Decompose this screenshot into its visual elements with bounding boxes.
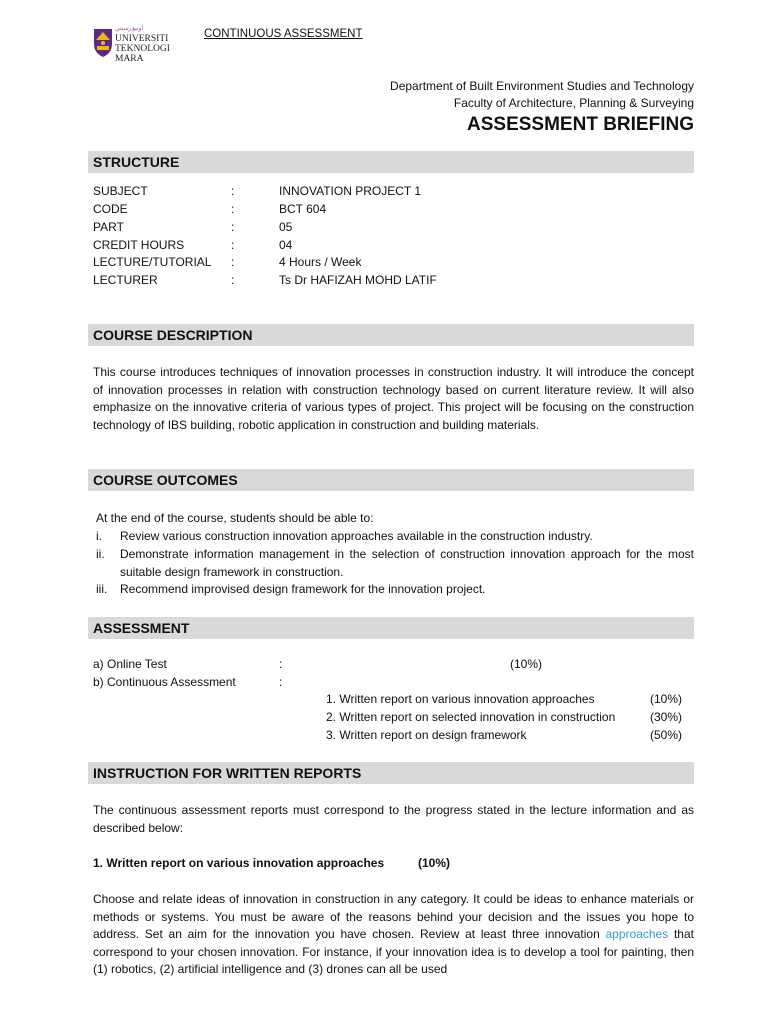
- logo-line-1: UNIVERSITI: [115, 34, 169, 44]
- continuous-assessment-title: CONTINUOUS ASSESSMENT: [204, 28, 363, 40]
- structure-sep: :: [231, 220, 235, 234]
- online-test-sep: :: [279, 657, 283, 671]
- report-1-body-part2: that correspond to your chosen innovation. For instance, if your innovation idea is to develop a tool for painting, then (1) robotics, (2) artificial intelligence and (3) drones can all be used: [93, 927, 694, 977]
- structure-key: SUBJECT: [93, 184, 148, 198]
- logo-line-3: MARA: [115, 54, 144, 64]
- outcome-number: i.: [96, 529, 102, 543]
- structure-key: CREDIT HOURS: [93, 238, 185, 252]
- online-test-percent: (10%): [510, 657, 543, 671]
- structure-sep: :: [231, 202, 235, 216]
- assessment-heading: ASSESSMENT: [88, 617, 694, 639]
- report-item-1: 1. Written report on various innovation approaches: [326, 692, 595, 706]
- structure-sep: :: [231, 238, 235, 252]
- structure-heading: STRUCTURE: [88, 151, 694, 173]
- report-1-percent: (10%): [418, 856, 451, 870]
- instruction-heading: INSTRUCTION FOR WRITTEN REPORTS: [88, 762, 694, 784]
- approaches-link[interactable]: approaches: [605, 927, 669, 942]
- outcome-text: Review various construction innovation approaches available in the construction industry.: [120, 529, 593, 543]
- logo-name: [115, 34, 170, 64]
- report-item-1-percent: (10%): [650, 692, 683, 706]
- online-test-label: a) Online Test: [93, 657, 167, 671]
- logo-arabic-text: اونيۏرسيتي: [115, 26, 144, 32]
- structure-value: INNOVATION PROJECT 1: [279, 184, 422, 198]
- page-title: ASSESSMENT BRIEFING: [467, 114, 694, 135]
- logo-line-2: TEKNOLOGI: [115, 44, 170, 54]
- structure-key: LECTURE/TUTORIAL: [93, 255, 212, 269]
- faculty-name: Faculty of Architecture, Planning & Surveying: [453, 96, 694, 110]
- report-item-3-percent: (50%): [650, 728, 683, 742]
- structure-key: LECTURER: [93, 273, 158, 287]
- report-item-2-percent: (30%): [650, 710, 683, 724]
- outcomes-intro: At the end of the course, students should be able to:: [96, 511, 374, 525]
- outcome-text: Demonstrate information management in the selection of construction innovation approach for the most suitable design framework in construction.: [120, 547, 694, 579]
- structure-value: BCT 604: [279, 202, 327, 216]
- report-1-body-part1: Choose and relate ideas of innovation in construction in any category. It could be ideas to enhance materials or methods or systems. You must be aware of the reasons behind your decision and the issues you hope to address. Set an aim for the innovation you have chosen. Review at least three innovation: [93, 892, 694, 942]
- report-1-heading: 1. Written report on various innovation approaches: [93, 856, 385, 870]
- continuous-assessment-sep: :: [279, 675, 283, 689]
- structure-value: Ts Dr HAFIZAH MOHD LATIF: [279, 273, 437, 287]
- report-item-2: 2. Written report on selected innovation in construction: [326, 710, 616, 724]
- course-description-heading: COURSE DESCRIPTION: [88, 324, 694, 346]
- outcome-number: iii.: [96, 582, 108, 596]
- outcome-text: Recommend improvised design framework for the innovation project.: [120, 582, 486, 596]
- department-name: Department of Built Environment Studies and Technology: [390, 79, 694, 93]
- report-1-body: [93, 891, 694, 979]
- outcome-number: ii.: [96, 547, 105, 561]
- uitm-crest-icon: [93, 26, 113, 58]
- course-description-text: This course introduces techniques of innovation processes in construction industry. It will introduce the concept of innovation processes in relation with construction technology based on current literature review. It will also emphasize on the innovative criteria of various types of project. This project will be focusing on the construction technology of IBS building, robotic application in construction and building materials.: [93, 365, 694, 432]
- structure-key: CODE: [93, 202, 128, 216]
- instruction-intro: The continuous assessment reports must correspond to the progress stated in the lecture information and as described below:: [93, 803, 694, 835]
- structure-value: 4 Hours / Week: [279, 255, 362, 269]
- course-outcomes-heading: COURSE OUTCOMES: [88, 469, 694, 491]
- structure-sep: :: [231, 273, 235, 287]
- structure-value: 05: [279, 220, 293, 234]
- structure-sep: :: [231, 255, 235, 269]
- structure-value: 04: [279, 238, 293, 252]
- uitm-logo: [93, 26, 189, 66]
- report-item-3: 3. Written report on design framework: [326, 728, 527, 742]
- structure-key: PART: [93, 220, 124, 234]
- structure-sep: :: [231, 184, 235, 198]
- continuous-assessment-label: b) Continuous Assessment: [93, 675, 236, 689]
